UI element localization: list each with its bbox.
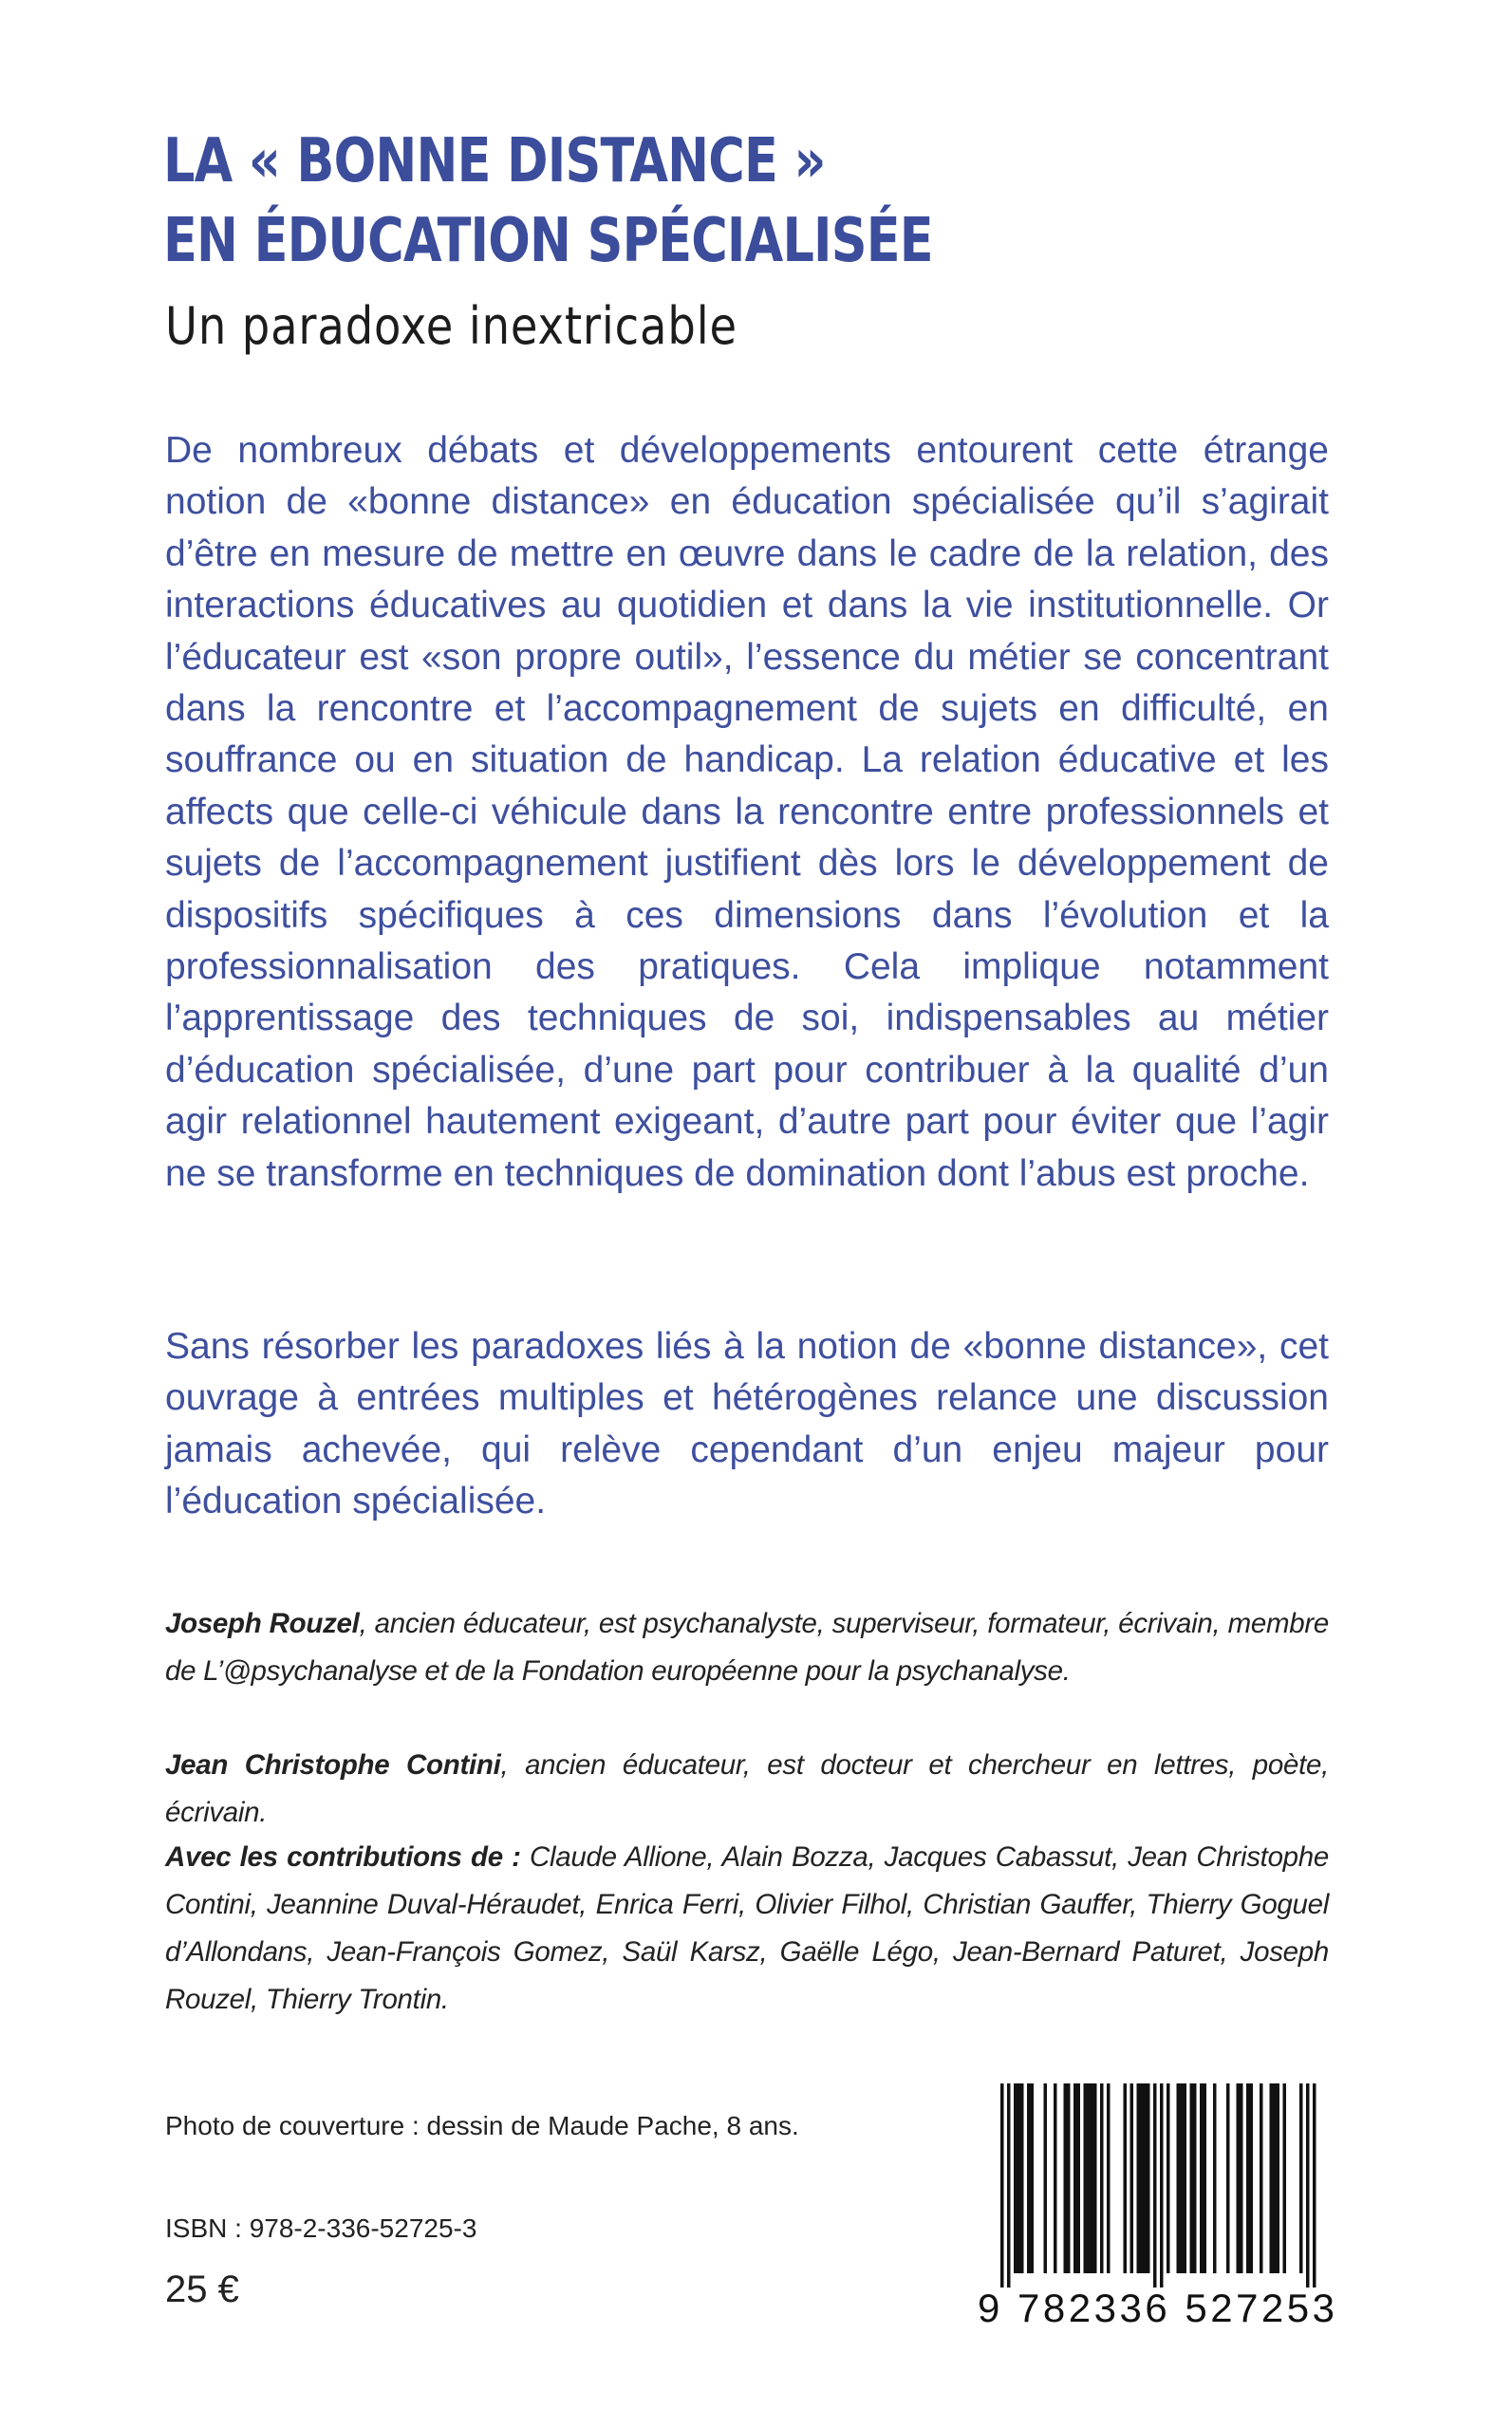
- barcode-bar: [1093, 2083, 1097, 2273]
- book-title: [163, 121, 1144, 281]
- barcode-bar: [1250, 2083, 1254, 2273]
- isbn: ISBN : 978-2-336-52725-3: [165, 2213, 477, 2243]
- book-title-line-1: LA « BONNE DISTANCE »: [163, 126, 826, 196]
- barcode-bar: [1306, 2083, 1310, 2288]
- barcode-bar: [1190, 2083, 1194, 2273]
- barcode-bar: [1064, 2083, 1068, 2273]
- barcode-bar: [1283, 2083, 1287, 2273]
- barcode-bar: [1204, 2083, 1207, 2273]
- blurb-paragraph-1: De nombreux débats et développements entourent cette étrange notion de «bonne distance» en éducation spécialisée qu’il s’agirait d’être en mesure de mettre en œuvre dans le cadre de la relation, des interactions éducatives au quotidien et dans la vie institutionnelle. Or l’éducateur est «son propre outil», l’essence du métier se concentrant dans la rencontre et l’accompagnement de sujets en difficulté, en souffrance ou en situation de handicap. La relation éducative et les affects que celle-ci véhicule dans la rencontre entre professionnels et sujets de l’accompagnement justifient dès lors le développement de dispositifs spécifiques à ces dimensions dans l’évolution et la professionnalisation des pratiques. Cela implique notamment l’apprentissage des techniques de soi, indispensables au métier d’éducation spécialisée, d’une part pour contribuer à la qualité d’un agir relationnel hautement exigeant, d’autre part pour éviter que l’agir ne se transforme en techniques de domination dont l’abus est proche.: [165, 430, 1329, 1194]
- barcode-bar: [1014, 2083, 1017, 2273]
- barcode-bar: [1027, 2083, 1031, 2273]
- contributors-names: Claude Allione, Alain Bozza, Jacques Cabassut, Jean Christophe Contini, Jeannine Duval-Héraudet, Enrica Ferri, Olivier Filhol, Christian Gauffer, Thierry Goguel d’Allondans, Jean-François Gomez, Saül Karsz, Gaëlle Légo, Jean-Bernard Paturet, Joseph Rouzel, Thierry Trontin.: [165, 1841, 1329, 2015]
- author-name-1: Joseph Rouzel: [165, 1608, 360, 1639]
- price: 25 €: [165, 2269, 239, 2310]
- barcode-bar: [1313, 2083, 1316, 2288]
- barcode-bar: [1237, 2083, 1241, 2273]
- barcode-bar: [1144, 2083, 1148, 2273]
- contributors-label: Avec les contributions de :: [165, 1841, 521, 1873]
- barcode-bar: [1084, 2083, 1088, 2273]
- barcode-digits: 9 782336 527253: [978, 2286, 1338, 2330]
- barcode-bar: [1160, 2083, 1164, 2288]
- barcode-bar: [1054, 2083, 1057, 2273]
- barcode-bar: [1020, 2083, 1024, 2273]
- barcode-bars: [978, 2083, 1329, 2288]
- barcode-bar: [1140, 2083, 1144, 2273]
- barcode-bar: [1017, 2083, 1021, 2273]
- barcode-bar: [1031, 2083, 1035, 2273]
- barcode-bar: [1077, 2083, 1081, 2273]
- contributors: [165, 1834, 1329, 2024]
- barcode-bar: [1091, 2083, 1094, 2273]
- barcode-bar: [1180, 2083, 1184, 2273]
- author-bio-text-2: , ancien éducateur, est docteur et chercheur en lettres, poète, écrivain.: [165, 1749, 1329, 1828]
- barcode-bar: [1177, 2083, 1181, 2273]
- barcode-bar: [1067, 2083, 1071, 2273]
- barcode-bar: [1167, 2083, 1170, 2273]
- barcode-bar: [1073, 2083, 1077, 2273]
- barcode-bar: [1246, 2083, 1250, 2273]
- barcode-bar: [1007, 2083, 1011, 2288]
- barcode-bar: [1260, 2083, 1263, 2273]
- barcode-bar: [1000, 2083, 1004, 2288]
- photo-credit: Photo de couverture : dessin de Maude Pache, 8 ans.: [165, 2111, 799, 2140]
- barcode-bar: [1044, 2083, 1048, 2273]
- book-title-line-2: EN ÉDUCATION SPÉCIALISÉE: [163, 206, 933, 276]
- barcode-bar: [1213, 2083, 1217, 2273]
- barcode-bar: [1273, 2083, 1277, 2273]
- barcode-bar: [1100, 2083, 1104, 2273]
- barcode-bar: [1270, 2083, 1274, 2273]
- barcode-bar: [1240, 2083, 1243, 2273]
- barcode-bar: [1200, 2083, 1204, 2273]
- barcode-bar: [1130, 2083, 1134, 2273]
- barcode: [978, 2083, 1338, 2349]
- barcode-bar: [1226, 2083, 1230, 2273]
- barcode-bar: [1147, 2083, 1150, 2273]
- blurb-paragraph-2: Sans résorber les paradoxes liés à la notion de «bonne distance», cet ouvrage à entrées multiples et hétérogènes relance une discussion jamais achevée, qui relève cependant d’un enjeu majeur pour l’éducation spécialisée.: [165, 1326, 1329, 1522]
- author-bio-1: [165, 1600, 1329, 1695]
- barcode-bar: [1087, 2083, 1091, 2273]
- book-subtitle: Un paradoxe inextricable: [165, 296, 737, 356]
- author-name-2: Jean Christophe Contini: [165, 1749, 501, 1781]
- barcode-bar: [1277, 2083, 1280, 2273]
- author-bio-text-1: , ancien éducateur, est psychanalyste, superviseur, formateur, écrivain, membre de L’@psychanalyse et de la Fondation européenne pour la psychanalyse.: [165, 1608, 1329, 1687]
- barcode-bar: [1193, 2083, 1197, 2273]
- author-bio-2: [165, 1742, 1329, 1837]
- barcode-bar: [1137, 2083, 1141, 2273]
- barcode-bar: [1124, 2083, 1128, 2273]
- barcode-bar: [1184, 2083, 1187, 2273]
- barcode-bar: [1299, 2083, 1303, 2273]
- barcode-bar: [1107, 2083, 1111, 2273]
- barcode-bar: [1153, 2083, 1157, 2288]
